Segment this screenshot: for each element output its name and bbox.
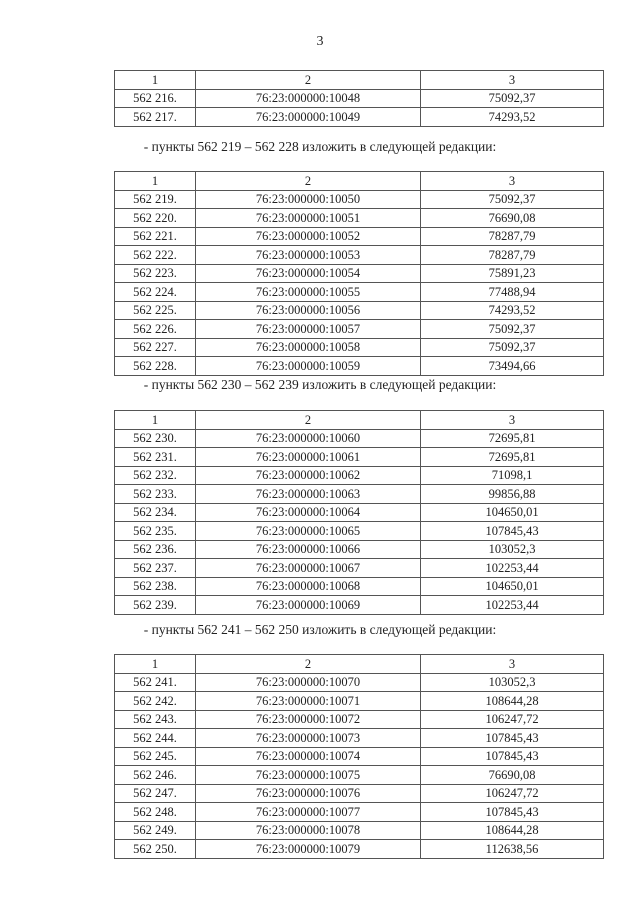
table-row — [115, 747, 604, 766]
item-number-cell: 562 249. — [115, 821, 196, 840]
item-number-cell: 562 216. — [115, 89, 196, 108]
cadastral-number-cell: 76:23:000000:10064 — [196, 503, 421, 522]
table-row — [115, 692, 604, 711]
table-row — [115, 320, 604, 339]
table-row — [115, 338, 604, 357]
item-number-cell: 562 231. — [115, 448, 196, 467]
item-number-cell: 1 — [115, 71, 196, 90]
value-cell: 72695,81 — [421, 448, 604, 467]
table-row — [115, 503, 604, 522]
value-cell: 108644,28 — [421, 821, 604, 840]
value-cell: 3 — [421, 655, 604, 674]
value-cell: 76690,08 — [421, 766, 604, 785]
table-row — [115, 209, 604, 228]
table-row — [115, 596, 604, 615]
item-number-cell: 562 224. — [115, 283, 196, 302]
table-row — [115, 283, 604, 302]
value-cell: 103052,3 — [421, 673, 604, 692]
table-row — [115, 108, 604, 127]
item-number-cell: 562 250. — [115, 840, 196, 859]
table-row — [115, 821, 604, 840]
item-number-cell: 562 236. — [115, 540, 196, 559]
cadastral-number-cell: 76:23:000000:10077 — [196, 803, 421, 822]
cadastral-number-cell: 76:23:000000:10076 — [196, 784, 421, 803]
table-header-row — [115, 411, 604, 430]
item-number-cell: 562 219. — [115, 190, 196, 209]
instruction-1: - пункты 562 219 – 562 228 изложить в следующей редакции: — [143, 139, 497, 154]
table-row — [115, 227, 604, 246]
value-cell: 112638,56 — [421, 840, 604, 859]
table-row — [115, 840, 604, 859]
table-row — [115, 803, 604, 822]
item-number-cell: 562 217. — [115, 108, 196, 127]
table-row — [115, 559, 604, 578]
cadastral-number-cell: 2 — [196, 71, 421, 90]
cadastral-number-cell: 76:23:000000:10071 — [196, 692, 421, 711]
value-cell: 108644,28 — [421, 692, 604, 711]
item-number-cell: 562 239. — [115, 596, 196, 615]
value-cell: 74293,52 — [421, 108, 604, 127]
cadastral-number-cell: 76:23:000000:10065 — [196, 522, 421, 541]
table-header-row — [115, 655, 604, 674]
table-row — [115, 466, 604, 485]
table-2 — [114, 171, 604, 376]
item-number-cell: 1 — [115, 411, 196, 430]
cadastral-number-cell: 76:23:000000:10061 — [196, 448, 421, 467]
value-cell: 103052,3 — [421, 540, 604, 559]
item-number-cell: 562 227. — [115, 338, 196, 357]
cadastral-number-cell: 76:23:000000:10052 — [196, 227, 421, 246]
item-number-cell: 562 221. — [115, 227, 196, 246]
table-row — [115, 729, 604, 748]
value-cell: 72695,81 — [421, 429, 604, 448]
item-number-cell: 562 234. — [115, 503, 196, 522]
table-row — [115, 673, 604, 692]
table-row — [115, 540, 604, 559]
item-number-cell: 562 233. — [115, 485, 196, 504]
cadastral-number-cell: 76:23:000000:10051 — [196, 209, 421, 228]
item-number-cell: 562 246. — [115, 766, 196, 785]
table-row — [115, 357, 604, 376]
table-row — [115, 710, 604, 729]
table-row — [115, 246, 604, 265]
cadastral-number-cell: 76:23:000000:10055 — [196, 283, 421, 302]
value-cell: 75092,37 — [421, 338, 604, 357]
cadastral-number-cell: 76:23:000000:10075 — [196, 766, 421, 785]
item-number-cell: 1 — [115, 655, 196, 674]
value-cell: 75092,37 — [421, 320, 604, 339]
cadastral-number-cell: 76:23:000000:10048 — [196, 89, 421, 108]
item-number-cell: 562 248. — [115, 803, 196, 822]
table-row — [115, 429, 604, 448]
item-number-cell: 562 237. — [115, 559, 196, 578]
value-cell: 102253,44 — [421, 596, 604, 615]
table-row — [115, 89, 604, 108]
cadastral-number-cell: 76:23:000000:10072 — [196, 710, 421, 729]
cadastral-number-cell: 76:23:000000:10074 — [196, 747, 421, 766]
cadastral-number-cell: 76:23:000000:10073 — [196, 729, 421, 748]
instruction-2: - пункты 562 230 – 562 239 изложить в следующей редакции: — [143, 377, 497, 392]
table-row — [115, 448, 604, 467]
value-cell: 74293,52 — [421, 301, 604, 320]
instruction-3: - пункты 562 241 – 562 250 изложить в следующей редакции: — [143, 622, 497, 637]
cadastral-number-cell: 76:23:000000:10056 — [196, 301, 421, 320]
value-cell: 3 — [421, 411, 604, 430]
table-row — [115, 766, 604, 785]
value-cell: 107845,43 — [421, 747, 604, 766]
item-number-cell: 562 232. — [115, 466, 196, 485]
item-number-cell: 562 241. — [115, 673, 196, 692]
item-number-cell: 562 228. — [115, 357, 196, 376]
cadastral-number-cell: 2 — [196, 172, 421, 191]
value-cell: 107845,43 — [421, 729, 604, 748]
item-number-cell: 562 235. — [115, 522, 196, 541]
item-number-cell: 562 247. — [115, 784, 196, 803]
table-1 — [114, 70, 604, 127]
table-row — [115, 190, 604, 209]
value-cell: 104650,01 — [421, 577, 604, 596]
item-number-cell: 562 242. — [115, 692, 196, 711]
item-number-cell: 562 244. — [115, 729, 196, 748]
value-cell: 106247,72 — [421, 784, 604, 803]
cadastral-number-cell: 76:23:000000:10067 — [196, 559, 421, 578]
item-number-cell: 562 243. — [115, 710, 196, 729]
cadastral-number-cell: 76:23:000000:10058 — [196, 338, 421, 357]
item-number-cell: 562 225. — [115, 301, 196, 320]
value-cell: 78287,79 — [421, 246, 604, 265]
cadastral-number-cell: 76:23:000000:10063 — [196, 485, 421, 504]
cadastral-number-cell: 76:23:000000:10079 — [196, 840, 421, 859]
cadastral-number-cell: 76:23:000000:10049 — [196, 108, 421, 127]
item-number-cell: 562 220. — [115, 209, 196, 228]
table-3 — [114, 410, 604, 615]
value-cell: 107845,43 — [421, 803, 604, 822]
value-cell: 77488,94 — [421, 283, 604, 302]
item-number-cell: 562 245. — [115, 747, 196, 766]
cadastral-number-cell: 76:23:000000:10062 — [196, 466, 421, 485]
cadastral-number-cell: 76:23:000000:10054 — [196, 264, 421, 283]
cadastral-number-cell: 2 — [196, 411, 421, 430]
value-cell: 3 — [421, 71, 604, 90]
cadastral-number-cell: 76:23:000000:10050 — [196, 190, 421, 209]
table-row — [115, 577, 604, 596]
value-cell: 75092,37 — [421, 190, 604, 209]
value-cell: 71098,1 — [421, 466, 604, 485]
table-row — [115, 784, 604, 803]
value-cell: 106247,72 — [421, 710, 604, 729]
cadastral-number-cell: 76:23:000000:10069 — [196, 596, 421, 615]
value-cell: 104650,01 — [421, 503, 604, 522]
table-row — [115, 522, 604, 541]
cadastral-number-cell: 76:23:000000:10066 — [196, 540, 421, 559]
table-row — [115, 264, 604, 283]
table-header-row — [115, 71, 604, 90]
cadastral-number-cell: 76:23:000000:10060 — [196, 429, 421, 448]
item-number-cell: 562 226. — [115, 320, 196, 339]
cadastral-number-cell: 76:23:000000:10053 — [196, 246, 421, 265]
cadastral-number-cell: 76:23:000000:10070 — [196, 673, 421, 692]
value-cell: 75092,37 — [421, 89, 604, 108]
cadastral-number-cell: 2 — [196, 655, 421, 674]
item-number-cell: 562 230. — [115, 429, 196, 448]
cadastral-number-cell: 76:23:000000:10078 — [196, 821, 421, 840]
value-cell: 99856,88 — [421, 485, 604, 504]
value-cell: 78287,79 — [421, 227, 604, 246]
table-4 — [114, 654, 604, 859]
value-cell: 75891,23 — [421, 264, 604, 283]
table-row — [115, 485, 604, 504]
value-cell: 3 — [421, 172, 604, 191]
item-number-cell: 562 223. — [115, 264, 196, 283]
cadastral-number-cell: 76:23:000000:10068 — [196, 577, 421, 596]
table-header-row — [115, 172, 604, 191]
value-cell: 73494,66 — [421, 357, 604, 376]
cadastral-number-cell: 76:23:000000:10057 — [196, 320, 421, 339]
value-cell: 102253,44 — [421, 559, 604, 578]
value-cell: 107845,43 — [421, 522, 604, 541]
item-number-cell: 562 238. — [115, 577, 196, 596]
cadastral-number-cell: 76:23:000000:10059 — [196, 357, 421, 376]
page-number: 3 — [316, 34, 324, 49]
table-row — [115, 301, 604, 320]
item-number-cell: 1 — [115, 172, 196, 191]
item-number-cell: 562 222. — [115, 246, 196, 265]
value-cell: 76690,08 — [421, 209, 604, 228]
